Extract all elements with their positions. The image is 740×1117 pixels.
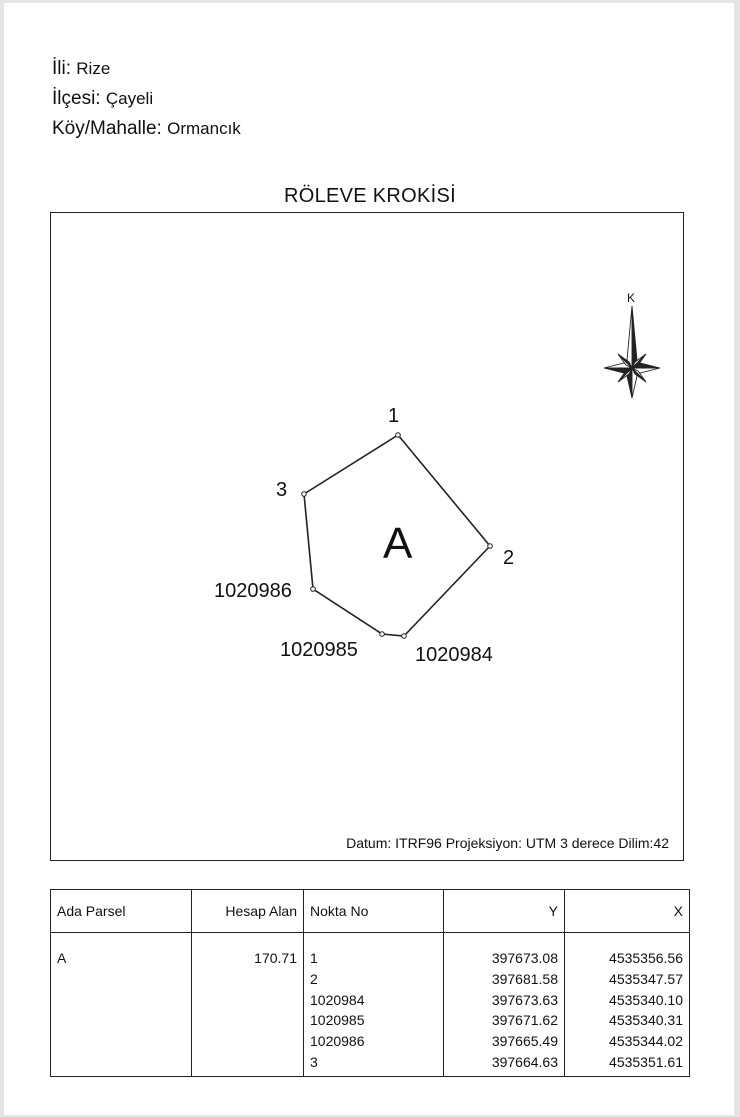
point-no: 1020985 xyxy=(310,1012,365,1029)
ilce-row xyxy=(52,88,153,110)
col-header-nokta-no: Nokta No xyxy=(304,890,444,933)
parcel-drawing xyxy=(51,213,685,862)
area-cell: 170.71 xyxy=(192,933,304,1077)
il-row xyxy=(52,58,110,80)
y-cell xyxy=(444,933,565,1077)
vertex-2 xyxy=(488,544,493,549)
coordinate-table xyxy=(50,889,690,1077)
point-no-cell xyxy=(304,933,444,1077)
vertex-1020985 xyxy=(380,632,385,637)
vertex-1020986 xyxy=(311,587,316,592)
col-header-x: X xyxy=(565,890,690,933)
point-label-2: 2 xyxy=(503,547,515,569)
sketch-map xyxy=(50,212,684,861)
table-header-row xyxy=(51,890,690,933)
north-label: K xyxy=(627,291,636,305)
vertex-1020984 xyxy=(402,634,407,639)
vertex-3 xyxy=(302,492,307,497)
point-label-1: 1 xyxy=(388,405,400,427)
point-label-1020985: 1020985 xyxy=(280,639,358,661)
x-value: 4535344.02 xyxy=(609,1033,683,1050)
y-value: 397671.62 xyxy=(491,1012,558,1029)
x-value: 4535340.31 xyxy=(609,1012,683,1029)
ilce-label: İlçesi: xyxy=(52,88,101,109)
col-header-y: Y xyxy=(444,890,565,933)
vertex-1 xyxy=(396,433,401,438)
point-no: 1 xyxy=(310,950,318,966)
y-value: 397673.63 xyxy=(491,991,558,1008)
col-header-hesap-alan: Hesap Alan xyxy=(192,890,304,933)
koy-row xyxy=(52,118,241,140)
point-no: 1020984 xyxy=(310,991,365,1008)
col-header-ada-parsel: Ada Parsel xyxy=(51,890,192,933)
y-value: 397681.58 xyxy=(491,970,558,987)
x-cell xyxy=(565,933,690,1077)
y-value: 397664.63 xyxy=(491,1053,558,1070)
point-no: 2 xyxy=(310,970,318,987)
point-label-1020984: 1020984 xyxy=(415,644,493,666)
table-row xyxy=(51,933,690,1077)
x-value: 4535340.10 xyxy=(609,991,683,1008)
north-arrow-icon xyxy=(604,306,660,398)
point-label-1020986: 1020986 xyxy=(214,580,292,602)
point-no: 1020986 xyxy=(310,1033,365,1050)
koy-label: Köy/Mahalle: xyxy=(52,118,162,139)
il-value: Rize xyxy=(76,59,111,78)
parcel-label: A xyxy=(383,519,413,568)
x-value: 4535347.57 xyxy=(609,970,683,987)
il-label: İli: xyxy=(52,58,71,79)
parcel-cell: A xyxy=(51,933,192,1077)
koy-value: Ormancık xyxy=(167,119,241,138)
datum-note: Datum: ITRF96 Projeksiyon: UTM 3 derece Dilim:42 xyxy=(346,835,669,851)
x-value: 4535351.61 xyxy=(609,1053,683,1070)
page-title: RÖLEVE KROKİSİ xyxy=(283,185,457,207)
point-no: 3 xyxy=(310,1053,318,1070)
ilce-value: Çayeli xyxy=(105,89,154,108)
x-value: 4535356.56 xyxy=(609,950,683,966)
y-value: 397665.49 xyxy=(491,1033,558,1050)
point-label-3: 3 xyxy=(276,479,288,501)
y-value: 397673.08 xyxy=(491,950,558,966)
